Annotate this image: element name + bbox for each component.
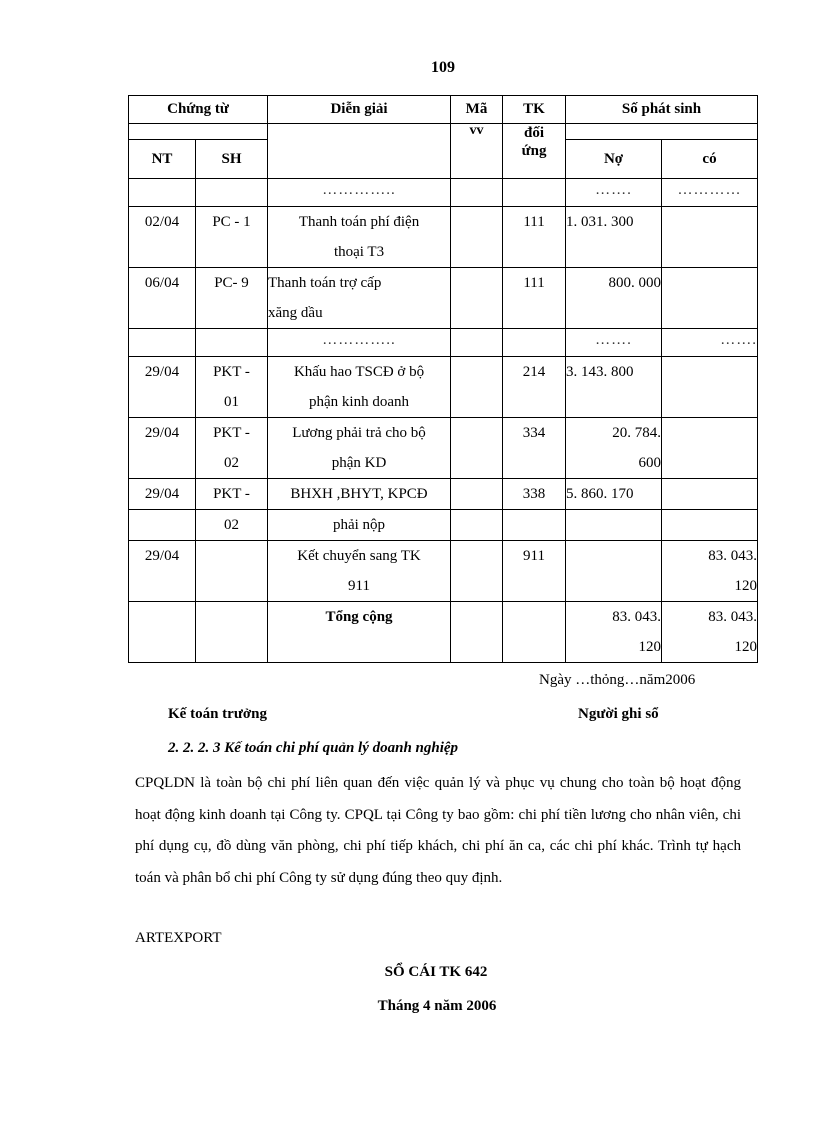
cell-tk: 911 (503, 541, 566, 602)
cell-dien-giai (268, 541, 451, 602)
cell-no: 1. 031. 300 (566, 207, 662, 268)
text-line: Thanh toán phí điện (298, 214, 420, 230)
text-line: Kết chuyển sang TK (297, 548, 421, 564)
text-line: 911 (348, 578, 370, 594)
signature-recorder: Người ghi sổ (578, 706, 659, 722)
text-line: 20. 784. (612, 425, 662, 441)
table-row (129, 207, 758, 268)
dots: ………….. (268, 179, 451, 207)
cell-tk: 214 (503, 357, 566, 418)
date-line: Ngày …thỏng…năm2006 (539, 672, 696, 688)
text-line: Khấu hao TSCĐ ở bộ (293, 364, 425, 380)
text-line: 83. 043. (708, 609, 758, 625)
text-line: PKT - (213, 425, 250, 441)
dots: ……. (566, 179, 662, 207)
text-line: phận KD (331, 455, 387, 471)
cell-sh (196, 418, 268, 479)
cell-dien-giai (268, 357, 451, 418)
text-line: thoại T3 (333, 244, 385, 260)
text-line: 120 (638, 639, 662, 655)
signature-chief-accountant: Kế toán trưởng (168, 706, 267, 722)
header-vv: vv (451, 124, 503, 179)
dots: ……. (662, 329, 758, 357)
text-line: 120 (734, 578, 758, 594)
dots: ………….. (268, 329, 451, 357)
text-line: 83. 043. (708, 548, 758, 564)
cell-sh: 02 (196, 510, 268, 541)
text-line: xăng dầu (268, 305, 323, 321)
cell-dien-giai (268, 207, 451, 268)
table-row (129, 418, 758, 479)
cell-no: 5. 860. 170 (566, 479, 662, 510)
cell-dien-giai (268, 268, 451, 329)
cell-dien-giai (268, 418, 451, 479)
table-row (129, 510, 758, 541)
total-label: Tổng cộng (268, 602, 451, 663)
cell-tk: 338 (503, 479, 566, 510)
text-line: 83. 043. (612, 609, 662, 625)
table-row (129, 541, 758, 602)
total-no (566, 602, 662, 663)
header-blank (566, 124, 758, 140)
cell-sh (196, 357, 268, 418)
page-number: 109 (431, 59, 455, 76)
header-co: có (662, 140, 758, 179)
cell-tk: 111 (503, 268, 566, 329)
cell-nt: 29/04 (129, 541, 196, 602)
cell-nt: 06/04 (129, 268, 196, 329)
table-row (129, 479, 758, 510)
cell-tk: 111 (503, 207, 566, 268)
cell-no: 800. 000 (566, 268, 662, 329)
cell-dien-giai: phải nộp (268, 510, 451, 541)
ledger-month: Tháng 4 năm 2006 (377, 998, 497, 1014)
header-nt: NT (129, 140, 196, 179)
total-row (129, 602, 758, 663)
cell-sh: PC - 1 (196, 207, 268, 268)
cell-sh: PKT - (196, 479, 268, 510)
ledger-table (128, 95, 758, 663)
text-line: PKT - (213, 364, 250, 380)
cell-tk: 334 (503, 418, 566, 479)
company-name: ARTEXPORT (135, 930, 222, 946)
text-line: Lương phải trả cho bộ (292, 425, 426, 441)
header-so-phat-sinh: Số phát sinh (566, 96, 758, 124)
cell-nt: 29/04 (129, 479, 196, 510)
header-doi-ung (503, 124, 566, 179)
text-line: 01 (224, 394, 239, 410)
section-title: 2. 2. 2. 3 Kế toán chi phí quản lý doanh nghiệp (168, 740, 459, 756)
text-line: phận kinh doanh (309, 394, 409, 410)
ledger-title: SỔ CÁI TK 642 (384, 964, 488, 980)
total-co (662, 602, 758, 663)
cell-co (662, 541, 758, 602)
body-paragraph: CPQLDN là toàn bộ chi phí liên quan đến việc quản lý và phục vụ chung cho toàn bộ hoạt động hoạt động kinh doanh tại Công ty. CPQL tại Công ty bao gồm: chi phí tiền lương cho nhân viên, chi phí dụng cụ, đồ dùng văn phòng, chi phí tiếp khách, chi phí ăn ca, các chi phí khác. Trình tự hạch toán và phân bổ chi phí Công ty sử dụng đúng theo quy định. (135, 775, 741, 886)
text-line: 120 (734, 639, 758, 655)
cell-nt: 29/04 (129, 418, 196, 479)
table-row (129, 268, 758, 329)
text-line: 02 (224, 455, 239, 471)
cell-nt: 29/04 (129, 357, 196, 418)
header-doi: đối (524, 125, 545, 141)
header-dien-giai: Diễn giải (268, 96, 451, 124)
table-row (129, 357, 758, 418)
header-chung-tu: Chứng từ (129, 96, 268, 124)
dots: ……. (566, 329, 662, 357)
table-row (129, 179, 758, 207)
header-blank (129, 124, 268, 140)
cell-nt: 02/04 (129, 207, 196, 268)
header-ung: ứng (521, 143, 547, 159)
cell-no (566, 418, 662, 479)
text-line: Thanh toán trợ cấp (268, 275, 382, 291)
text-line: 600 (638, 455, 662, 471)
table-row (129, 329, 758, 357)
header-sh: SH (196, 140, 268, 179)
dots: ………… (662, 179, 758, 207)
header-no: Nợ (566, 140, 662, 179)
cell-sh: PC- 9 (196, 268, 268, 329)
cell-dien-giai: BHXH ,BHYT, KPCĐ (268, 479, 451, 510)
header-tk: TK (503, 96, 566, 124)
header-blank (268, 124, 451, 179)
cell-no: 3. 143. 800 (566, 357, 662, 418)
header-ma-vv: Mã (451, 96, 503, 124)
